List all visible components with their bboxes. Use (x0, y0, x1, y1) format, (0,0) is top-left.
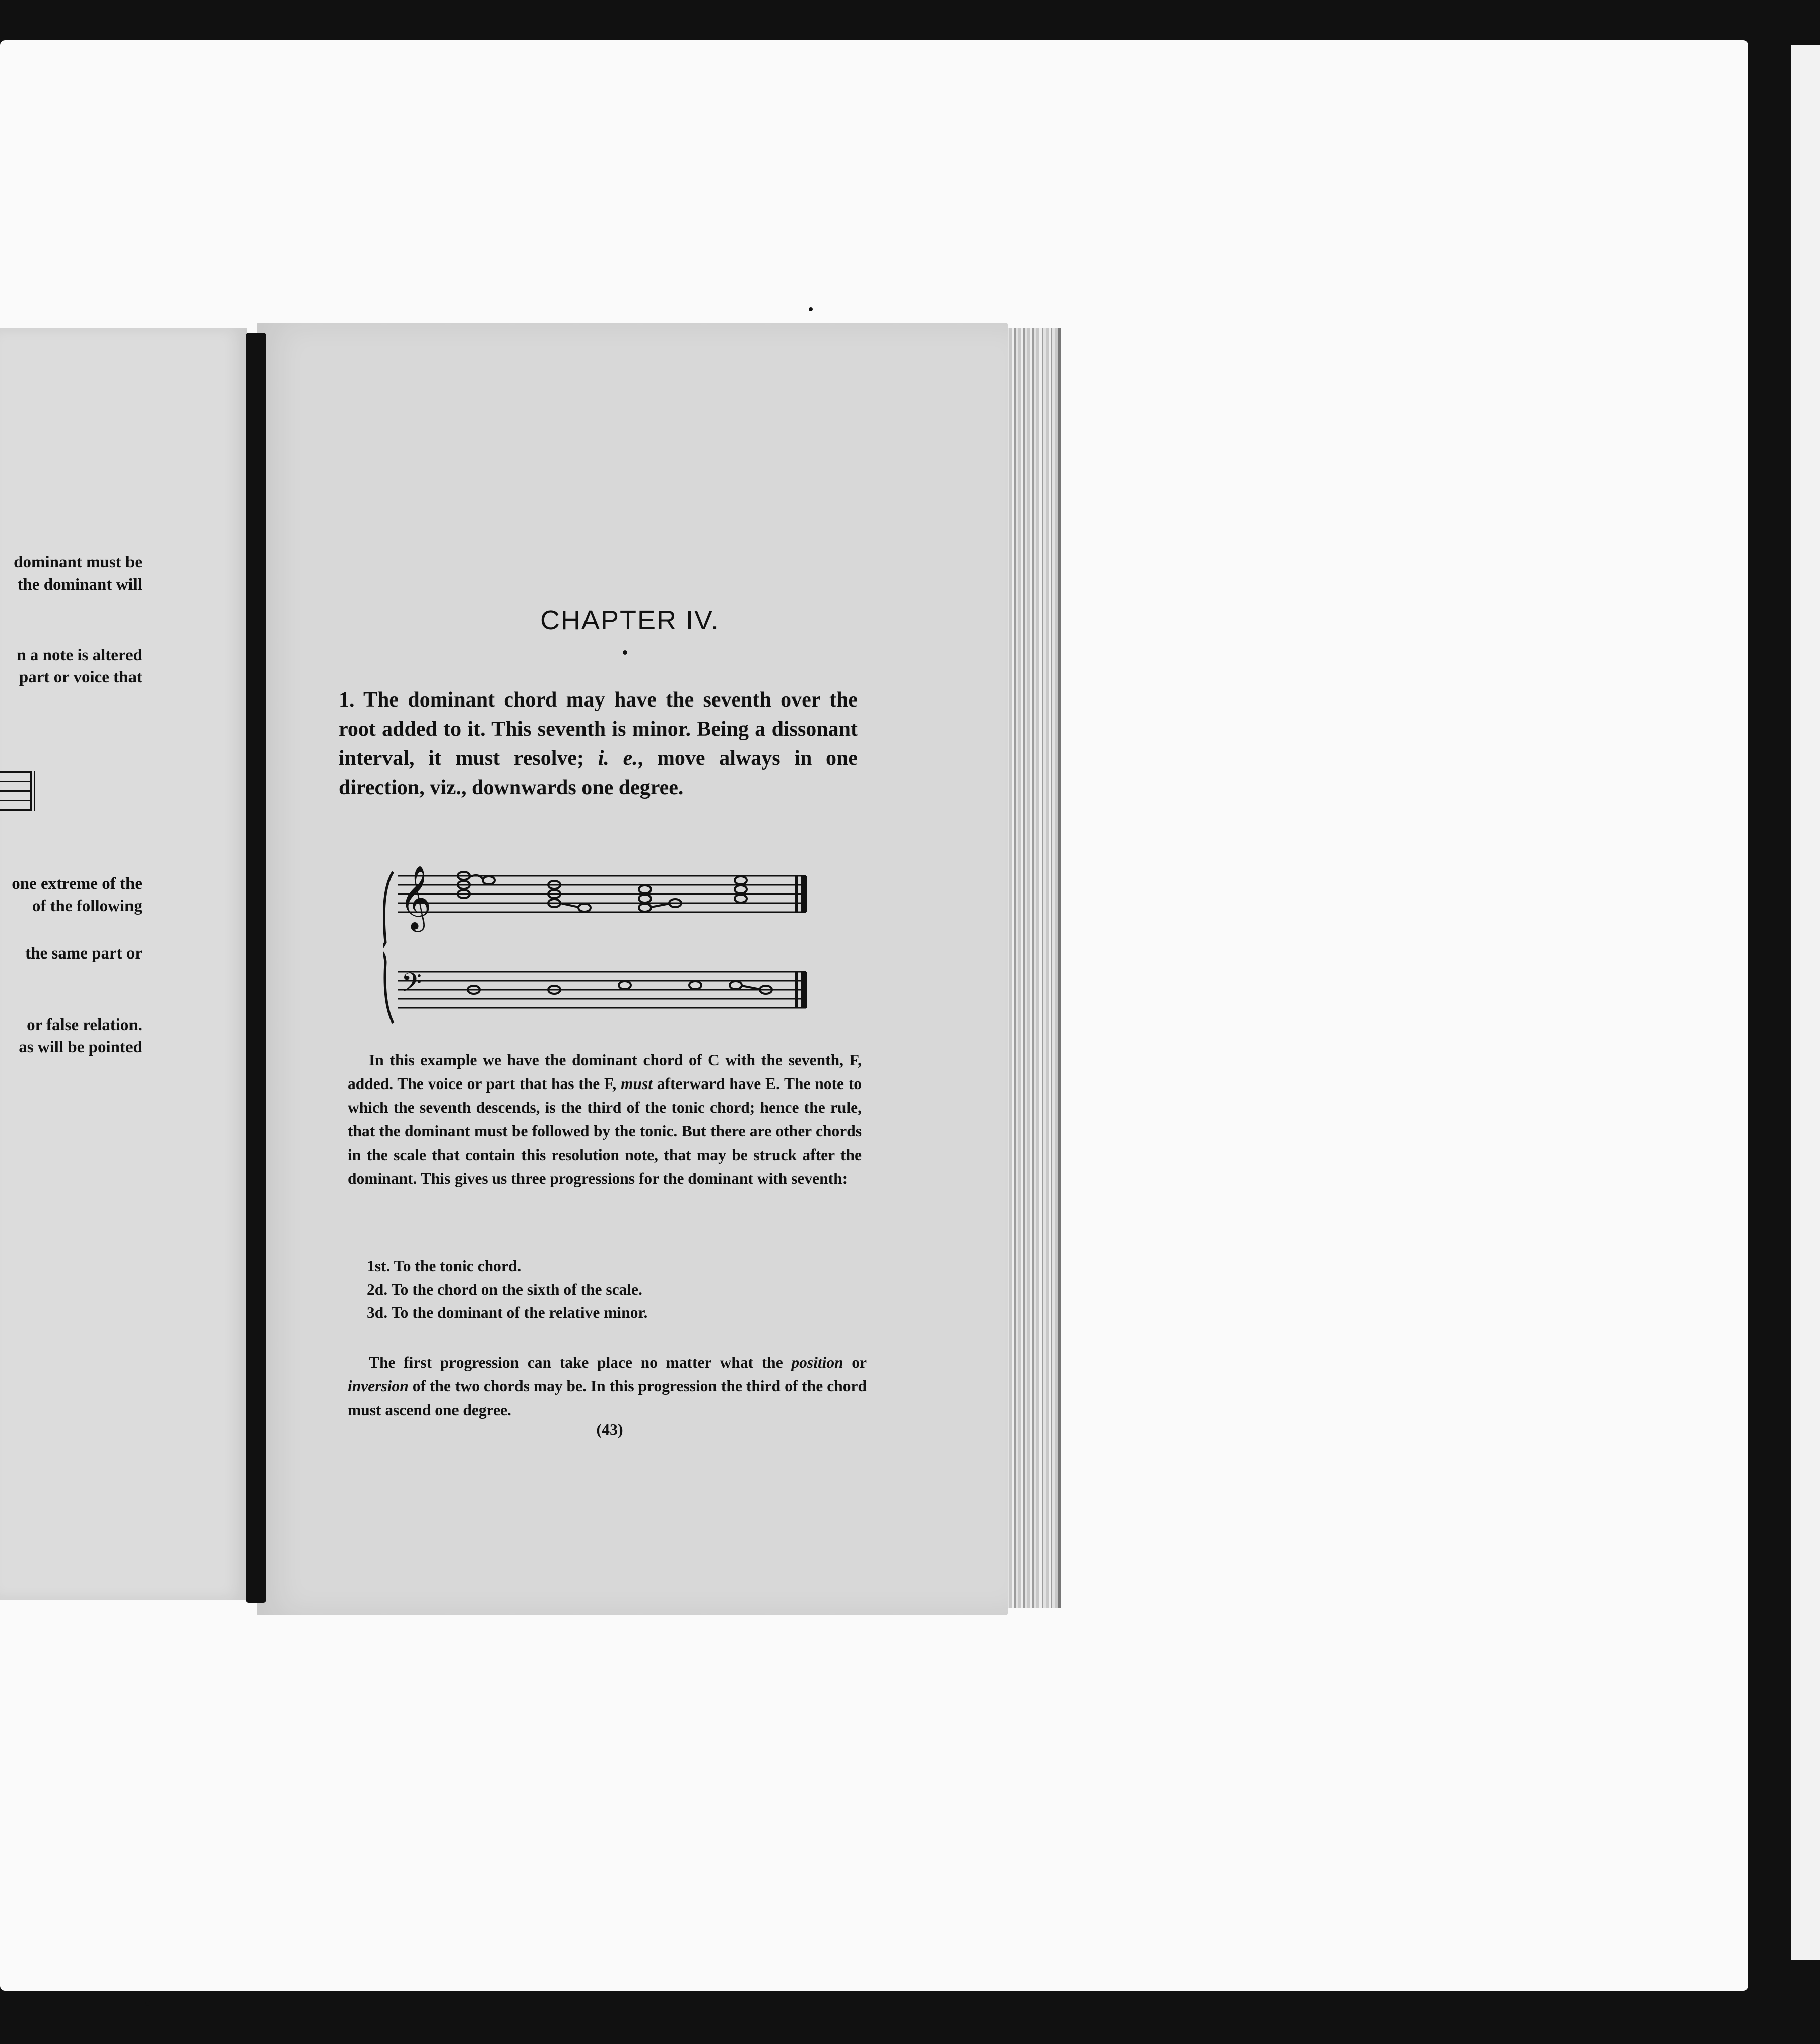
book-page-edges (1000, 328, 1061, 1608)
voice-line (470, 875, 483, 879)
scan-speck (809, 307, 813, 311)
left-page-line: the dominant will (17, 576, 142, 594)
note-head (735, 885, 747, 893)
para-italic: must (620, 1075, 653, 1093)
book-gutter (246, 333, 266, 1603)
para-text: 1. The dominant chord may have the seventh over the root added to it. This seventh is minor. Being a dissonant interval, it must resolve; (339, 688, 858, 770)
para-italic: inversion (348, 1377, 409, 1395)
note-head (483, 876, 495, 884)
para-text: The first progression can take place no matter what the (369, 1354, 792, 1371)
scan-speck (145, 2001, 150, 2006)
left-page (0, 328, 247, 1600)
list-item: 1st. To the tonic chord. (367, 1257, 522, 1275)
note-head (735, 895, 747, 903)
para-italic: position (791, 1354, 843, 1371)
scan-speck (623, 650, 627, 655)
para-text: or (843, 1354, 867, 1371)
left-page-line: n a note is altered (17, 646, 142, 664)
left-page-line: dominant must be (14, 553, 142, 571)
final-barline-treble (795, 876, 807, 912)
note-head (735, 876, 747, 884)
voice-line (651, 904, 669, 907)
list-item: 2d. To the chord on the sixth of the scale. (367, 1281, 642, 1298)
note-head (578, 904, 591, 912)
final-barline-bass (795, 972, 807, 1008)
para-text: afterward have E. The note to which the seventh descends, is the third of the tonic chord; hence the rule, that the dominant must be followed by the tonic. But there are other chords in the scale that contain this resolution note, that may be struck after the dominant. This gives us three progressions for the dominant with seventh: (348, 1075, 862, 1187)
bass-staff (398, 972, 806, 1008)
paragraph-intro (339, 685, 858, 802)
note-head (619, 981, 631, 989)
left-page-line: of the following (32, 897, 142, 915)
list-item: 3d. To the dominant of the relative minor. (367, 1304, 648, 1321)
page-number: (43) (596, 1420, 623, 1438)
treble-clef-icon: 𝄞 (399, 865, 432, 929)
para-text: In this example we have the dominant chord of C with the seventh, F, added. The voice or part that has the F, (348, 1051, 862, 1093)
paragraph-first-progression (348, 1351, 867, 1422)
para-text: of the two chords may be. In this progression the third of the chord must ascend one degree. (348, 1377, 867, 1419)
note-head (639, 895, 651, 903)
scan-edge-strip (1791, 45, 1820, 1960)
grand-staff-brace (383, 872, 393, 1023)
left-page-line: one extreme of the (12, 875, 142, 893)
note-head (730, 981, 742, 989)
progressions-list (367, 1255, 820, 1324)
bass-clef-icon: 𝄢 (401, 968, 422, 1005)
left-page-line: the same part or (25, 944, 142, 963)
note-head (639, 904, 651, 912)
paragraph-explanation (348, 1048, 862, 1190)
note-head (639, 885, 651, 893)
left-page-line: or false relation. (27, 1016, 142, 1034)
note-head (689, 981, 701, 989)
left-page-line: as will be pointed (19, 1038, 142, 1056)
para-italic: i. e. (598, 747, 638, 770)
left-page-staff-fragment (0, 771, 35, 811)
voice-line (742, 986, 760, 989)
para-text: , move always in one direction, viz., downwards one degree. (339, 747, 858, 799)
left-page-line: part or voice that (19, 668, 142, 686)
chapter-title: CHAPTER IV. (540, 605, 720, 635)
music-example (383, 862, 826, 1028)
